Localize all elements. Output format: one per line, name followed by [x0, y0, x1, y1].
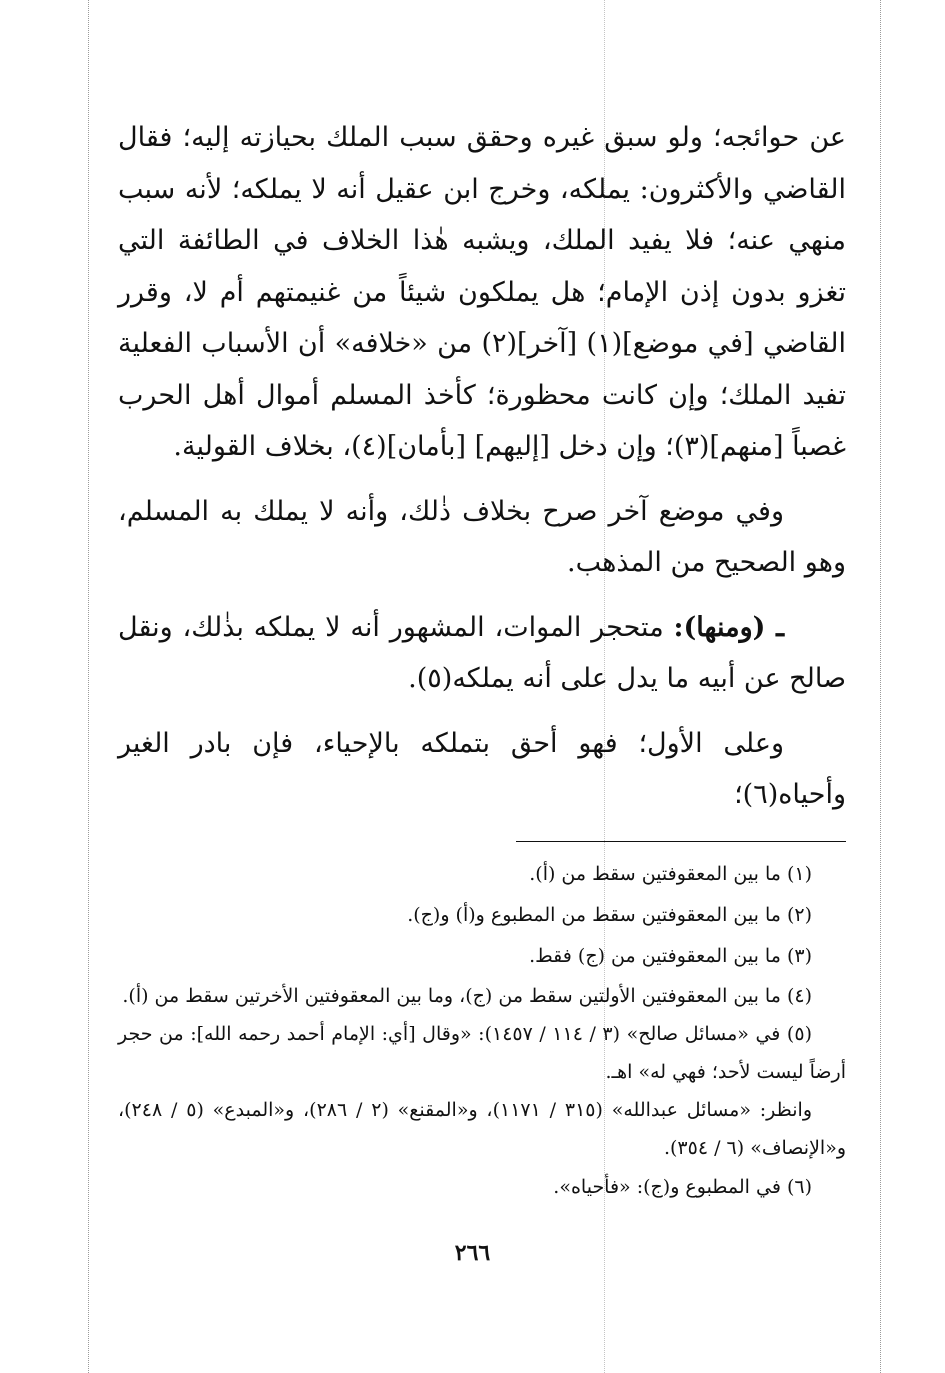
paragraph-2: وفي موضع آخر صرح بخلاف ذٰلك، وأنه لا يملك به المسلم، وهو الصحيح من المذهب. [118, 495, 846, 578]
paragraph-1: عن حوائجه؛ ولو سبق غيره وحقق سبب الملك بحيازته إليه؛ فقال القاضي والأكثرون: يملكه، وخرج ابن عقيل أنه لا يملكه؛ لأنه سبب منهي عنه؛ فلا يفيد الملك، ويشبه هٰذا الخلاف في الطائفة التي تغزو بدون إذن الإمام؛ هل يملكون شيئاً من غنيمتهم أم لا، وقرر القاضي [في موضع](١) [آخر](٢) من «خلافه» أن الأسباب الفعلية تفيد الملك؛ وإن كانت محظورة؛ كأخذ المسلم أموال أهل الحرب غصباً [منهم](٣)؛ وإن دخل [إليهم] [بأمان](٤)، بخلاف القولية. [118, 122, 846, 462]
footnote-6: (٦) في المطبوع و(ج): «فأحياه». [553, 1175, 812, 1198]
left-margin-guide [88, 0, 89, 1373]
main-text [118, 112, 846, 821]
footnote-2: (٢) ما بين المعقوفتين سقط من المطبوع و(أ) و(ج). [407, 903, 812, 926]
paragraph-3 [118, 602, 846, 705]
paragraph-4: وعلى الأول؛ فهو أحق بتملكه بالإحياء، فإن بادر الغير وأحياه(٦)؛ [118, 727, 846, 810]
footnote-5-continued: وانظر: «مسائل عبدالله» (٣١٥ / ١١٧١)، و«المقنع» (٢ / ٢٨٦)، و«المبدع» (٥ / ٢٤٨)، و«الإنصاف» (٦ / ٣٥٤). [118, 1098, 846, 1159]
book-page [118, 112, 846, 1208]
footnote-5: (٥) في «مسائل صالح» (٣ / ١١٤ / ١٤٥٧): «وقال [أي: الإمام أحمد رحمه الله]: من حجر أرضاً ليست لأحد؛ فهي له» اهـ. [118, 1022, 846, 1083]
right-margin-guide [880, 0, 881, 1373]
footnote-4: (٤) ما بين المعقوفتين الأولتين سقط من (ج)، وما بين المعقوفتين الأخرتين سقط من (أ). [122, 984, 812, 1007]
footnote-3: (٣) ما بين المعقوفتين من (ج) فقط. [529, 944, 812, 967]
footnote-separator [516, 841, 846, 842]
page-number: ٢٦٦ [454, 1240, 491, 1266]
section-marker: ـ (ومنها): [673, 611, 784, 643]
footnotes [118, 854, 846, 1208]
paragraph-3-text: متحجر الموات، المشهور أنه لا يملكه بذٰلك، ونقل صالح عن أبيه ما يدل على أنه يملكه(٥). [118, 611, 846, 694]
footnote-1: (١) ما بين المعقوفتين سقط من (أ). [529, 862, 812, 885]
